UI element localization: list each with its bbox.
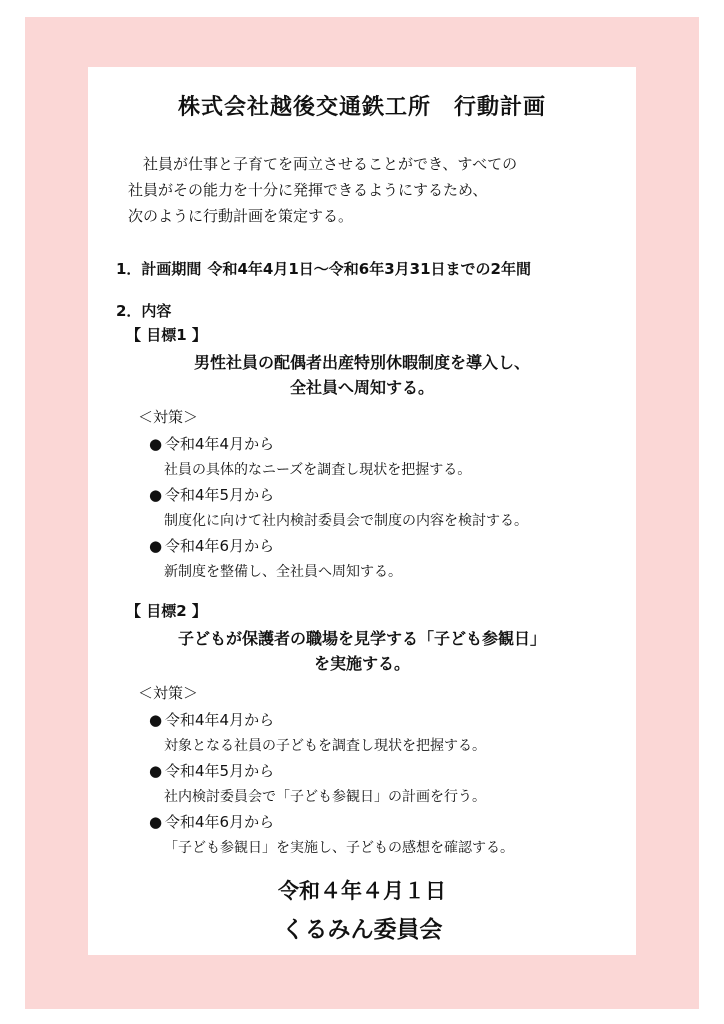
footer [88,875,636,944]
goal-1-measure-1: ● 令和4年4月から [149,435,275,453]
goal-2-measure-1-detail: 対象となる社員の子どもを調査し現状を把握する。 [164,738,486,754]
document-sheet [88,67,636,955]
goal-2-measure-2-detail: 社内検討委員会で「子ども参観日」の計画を行う。 [164,789,486,805]
plan-period-text: 令和4年4月1日～令和6年3月31日までの2年間 [207,260,531,278]
goal-2-measure-3-detail: 「子ども参観日」を実施し、子どもの感想を確認する。 [164,840,514,856]
goal-1-measure-2: ● 令和4年5月から [149,486,275,504]
goal-1-line: 全社員へ周知する。 [289,378,434,397]
plan-period [116,258,531,279]
bullet-icon: ● [149,813,163,831]
bullet-icon: ● [149,711,163,729]
goal-1-measures-label: ＜対策＞ [138,408,199,426]
intro-line: 次のように行動計画を策定する。 [128,207,354,225]
goal-2-line: 子どもが保護者の職場を見学する「子ども参観日」 [177,629,546,648]
goal-1-measure-3-detail: 新制度を整備し、全社員へ周知する。 [164,564,402,580]
contents-heading: 2．内容 [116,302,172,320]
goal-2-measure-1: ● 令和4年4月から [149,711,275,729]
footer-organization: くるみん委員会 [281,917,443,943]
goal-1-measure-1-detail: 社員の具体的なニーズを調査し現状を把握する。 [164,462,472,478]
goal-1-text [88,350,636,400]
bullet-icon: ● [149,537,163,555]
footer-date: 令和４年４月１日 [278,879,446,903]
goal-2-measures-label: ＜対策＞ [138,684,199,702]
bullet-icon: ● [149,435,163,453]
goal-2-text [88,626,636,676]
bullet-icon: ● [149,486,163,504]
goal-2-line: を実施する。 [313,654,410,673]
goal-2-measure-3: ● 令和4年6月から [149,813,275,831]
bullet-icon: ● [149,762,163,780]
goal-1-label: 【 目標1 】 [126,326,207,344]
plan-period-label: 1．計画期間 [116,260,202,278]
goal-1-measure-2-detail: 制度化に向けて社内検討委員会で制度の内容を検討する。 [164,513,528,529]
intro-paragraph [128,151,517,229]
goal-2-label: 【 目標2 】 [126,602,207,620]
page-title: 株式会社越後交通鉄工所 行動計画 [177,95,546,120]
goal-1-measure-3: ● 令和4年6月から [149,537,275,555]
goal-2-measure-2: ● 令和4年5月から [149,762,275,780]
goal-1-line: 男性社員の配偶者出産特別休暇制度を導入し、 [193,353,530,372]
intro-line: 社員がその能力を十分に発揮できるようにするため、 [128,181,488,199]
intro-line: 社員が仕事と子育てを両立させることができ、すべての [128,155,518,173]
